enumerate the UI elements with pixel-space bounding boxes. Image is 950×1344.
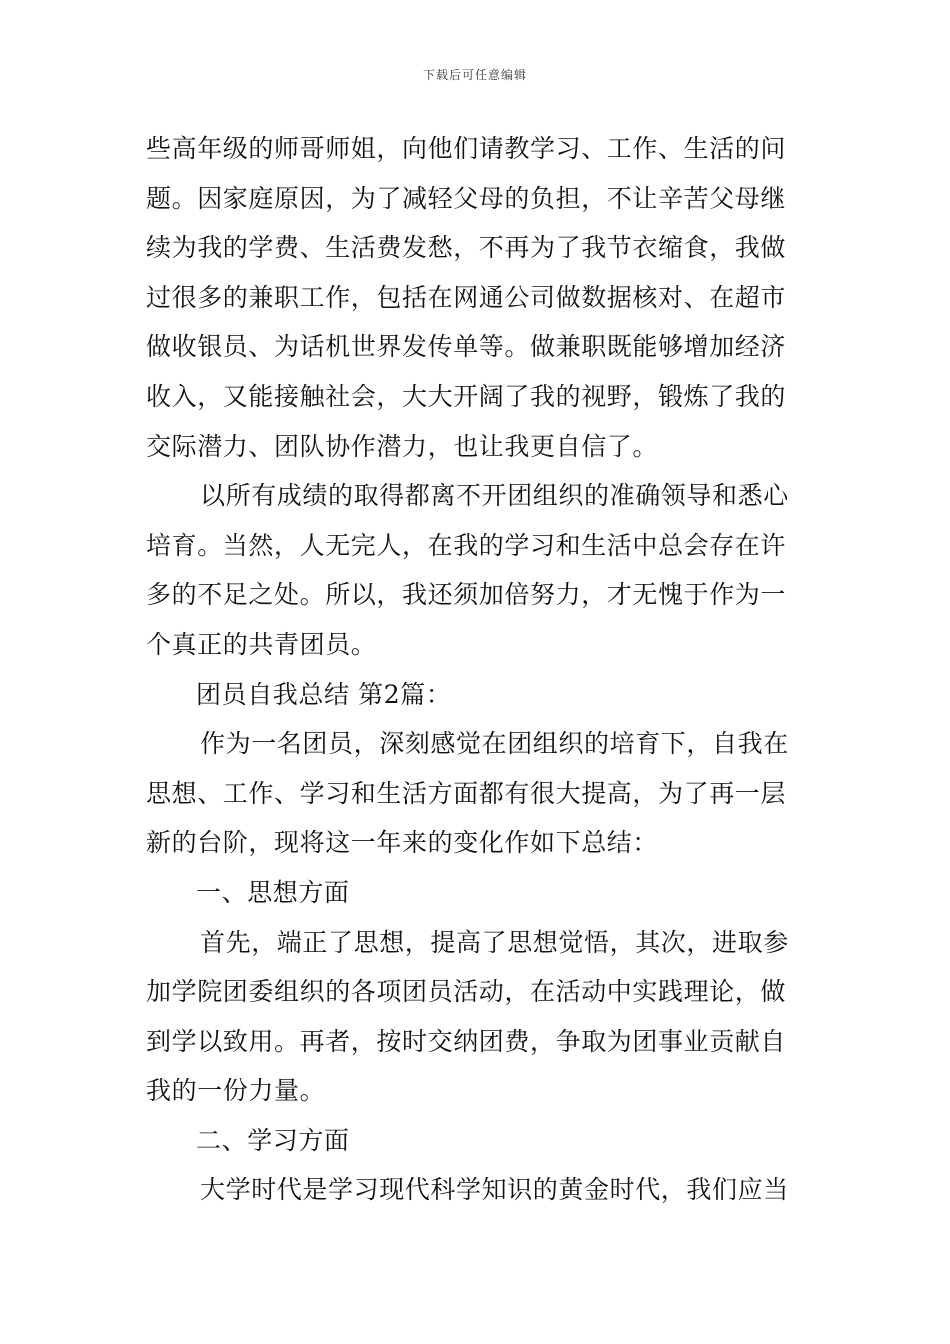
text-line: 个真正的共青团员。: [146, 629, 377, 659]
text-line: 题。因家庭原因，为了减轻父母的负担，不让辛苦父母继: [146, 183, 787, 213]
text-line: 过很多的兼职工作，包括在网通公司做数据核对、在超市: [146, 282, 787, 312]
text-line: 续为我的学费、生活费发愁，不再为了我节衣缩食，我做: [146, 233, 787, 263]
text-line: 些高年级的师哥师姐，向他们请教学习、工作、生活的问: [146, 134, 787, 163]
text-line: 交际潜力、团队协作潜力，也让我更自信了。: [146, 431, 659, 461]
text-line: 思想、工作、学习和生活方面都有很大提高，为了再一层: [146, 778, 787, 808]
text-line: 做收银员、为话机世界发传单等。做兼职既能够增加经济: [146, 332, 787, 362]
text-line: 我的一份力量。: [146, 1076, 326, 1106]
subsection-heading: 一、思想方面: [196, 877, 350, 907]
page-header: 下载后可任意编辑: [422, 68, 527, 82]
section-title: 团员自我总结 第2篇：: [196, 679, 452, 709]
text-line: 多的不足之处。所以，我还须加倍努力，才无愧于作为一: [146, 580, 787, 610]
text-line: 新的台阶，现将这一年来的变化作如下总结：: [146, 828, 659, 858]
text-line: 收入，又能接触社会，大大开阔了我的视野，锻炼了我的: [146, 381, 787, 411]
document-body: [146, 124, 808, 1215]
subsection-heading: 二、学习方面: [196, 1125, 350, 1155]
text-line: 培育。当然，人无完人，在我的学习和生活中总会存在许: [146, 530, 787, 560]
text-line: 到学以致用。再者，按时交纳团费，争取为团事业贡献自: [146, 1026, 787, 1056]
text-line: 加学院团委组织的各项团员活动，在活动中实践理论，做: [146, 977, 787, 1007]
paragraph-start-line: 以所有成绩的取得都离不开团组织的准确领导和悉心: [200, 481, 789, 511]
paragraph-start-line: 大学时代是学习现代科学知识的黄金时代，我们应当: [200, 1175, 789, 1205]
paragraph-start-line: 首先，端正了思想，提高了思想觉悟，其次，进取参: [200, 927, 789, 957]
paragraph-start-line: 作为一名团员，深刻感觉在团组织的培育下，自我在: [200, 729, 789, 759]
